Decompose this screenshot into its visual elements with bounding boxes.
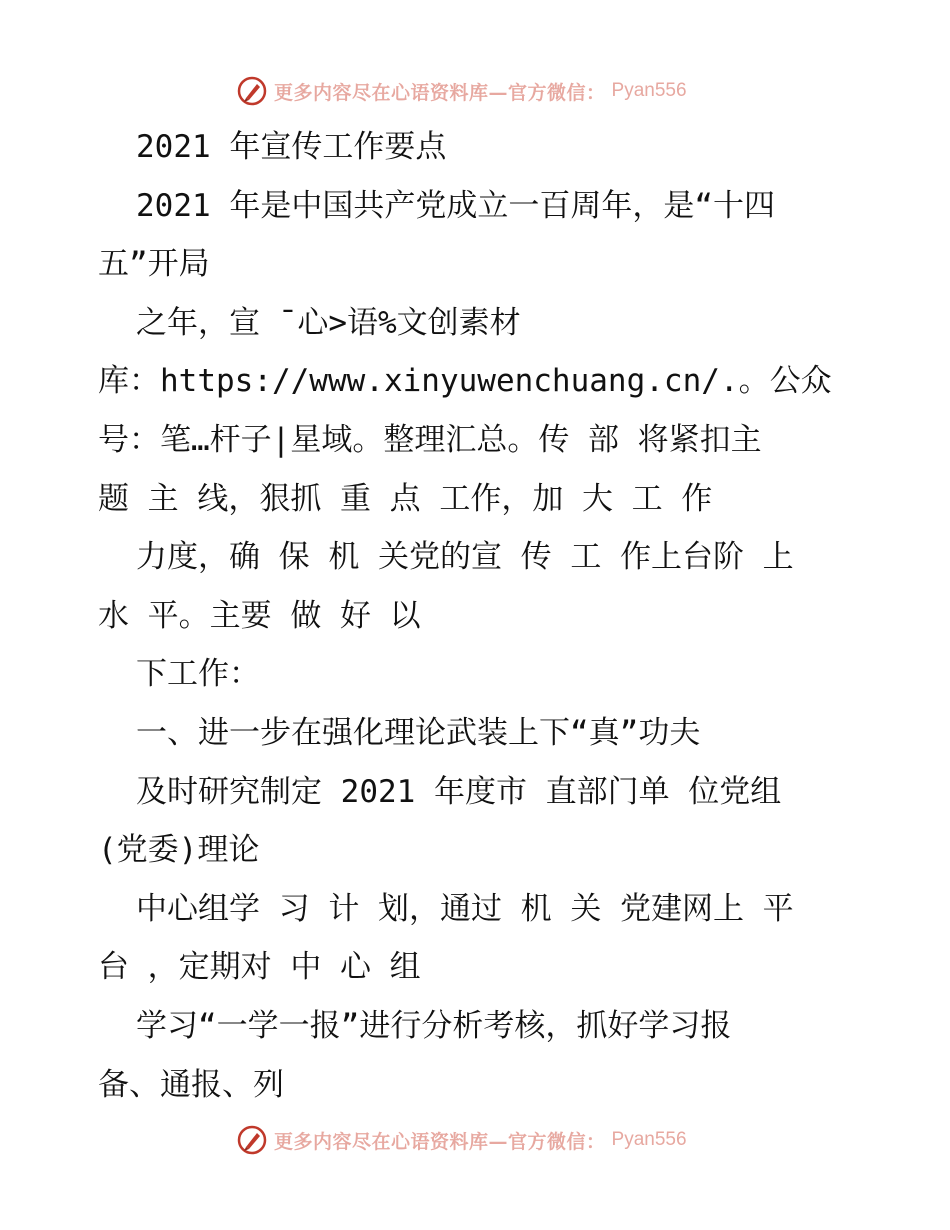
paragraph-line: 水 平。主要 做 好 以 <box>98 597 421 634</box>
pen-logo-icon <box>236 75 268 107</box>
paragraph-line: (党委)理论 <box>98 832 260 869</box>
paragraph-line: 学习“一学一报”进行分析考核，抓好学习报 <box>136 1007 732 1044</box>
paragraph-line: 题 主 线，狠抓 重 点 工作，加 大 工 作 <box>98 480 713 517</box>
banner-text: 更多内容尽在心语资料库—官方微信： <box>274 1130 606 1153</box>
banner-text: 更多内容尽在心语资料库—官方微信： <box>274 81 606 104</box>
paragraph-line: 力度，确 保 机 关党的宣 传 工 作上台阶 上 <box>136 539 794 576</box>
pen-logo-icon <box>236 1124 268 1156</box>
document-body <box>98 118 838 1114</box>
header-watermark-banner <box>236 74 687 108</box>
paragraph-line: 备、通报、列 <box>98 1066 284 1103</box>
paragraph-line: 中心组学 习 计 划，通过 机 关 党建网上 平 <box>136 890 794 927</box>
paragraph-line: 库：https://www.xinyuwenchuang.cn/.。公众 <box>98 363 832 400</box>
paragraph-line: 下工作： <box>136 656 260 693</box>
paragraph-line: 五”开局 <box>98 246 210 283</box>
paragraph-line: 号：笔…杆子|星域。整理汇总。传 部 将紧扣主 <box>98 421 762 458</box>
banner-wechat-id: Pyan556 <box>611 1129 687 1150</box>
footer-watermark-banner <box>236 1123 687 1157</box>
paragraph-line: 及时研究制定 2021 年度市 直部门单 位党组 <box>136 773 782 810</box>
section-heading: 一、进一步在强化理论武装上下“真”功夫 <box>136 714 701 751</box>
paragraph-line: 2021 年是中国共产党成立一百周年，是“十四 <box>136 187 775 224</box>
banner-wechat-id: Pyan556 <box>611 80 687 101</box>
paragraph-line: 台 ，定期对 中 心 组 <box>98 949 421 986</box>
document-title: 2021 年宣传工作要点 <box>136 129 447 165</box>
paragraph-line: 之年，宣 ¯心>语%文创素材 <box>136 304 521 341</box>
